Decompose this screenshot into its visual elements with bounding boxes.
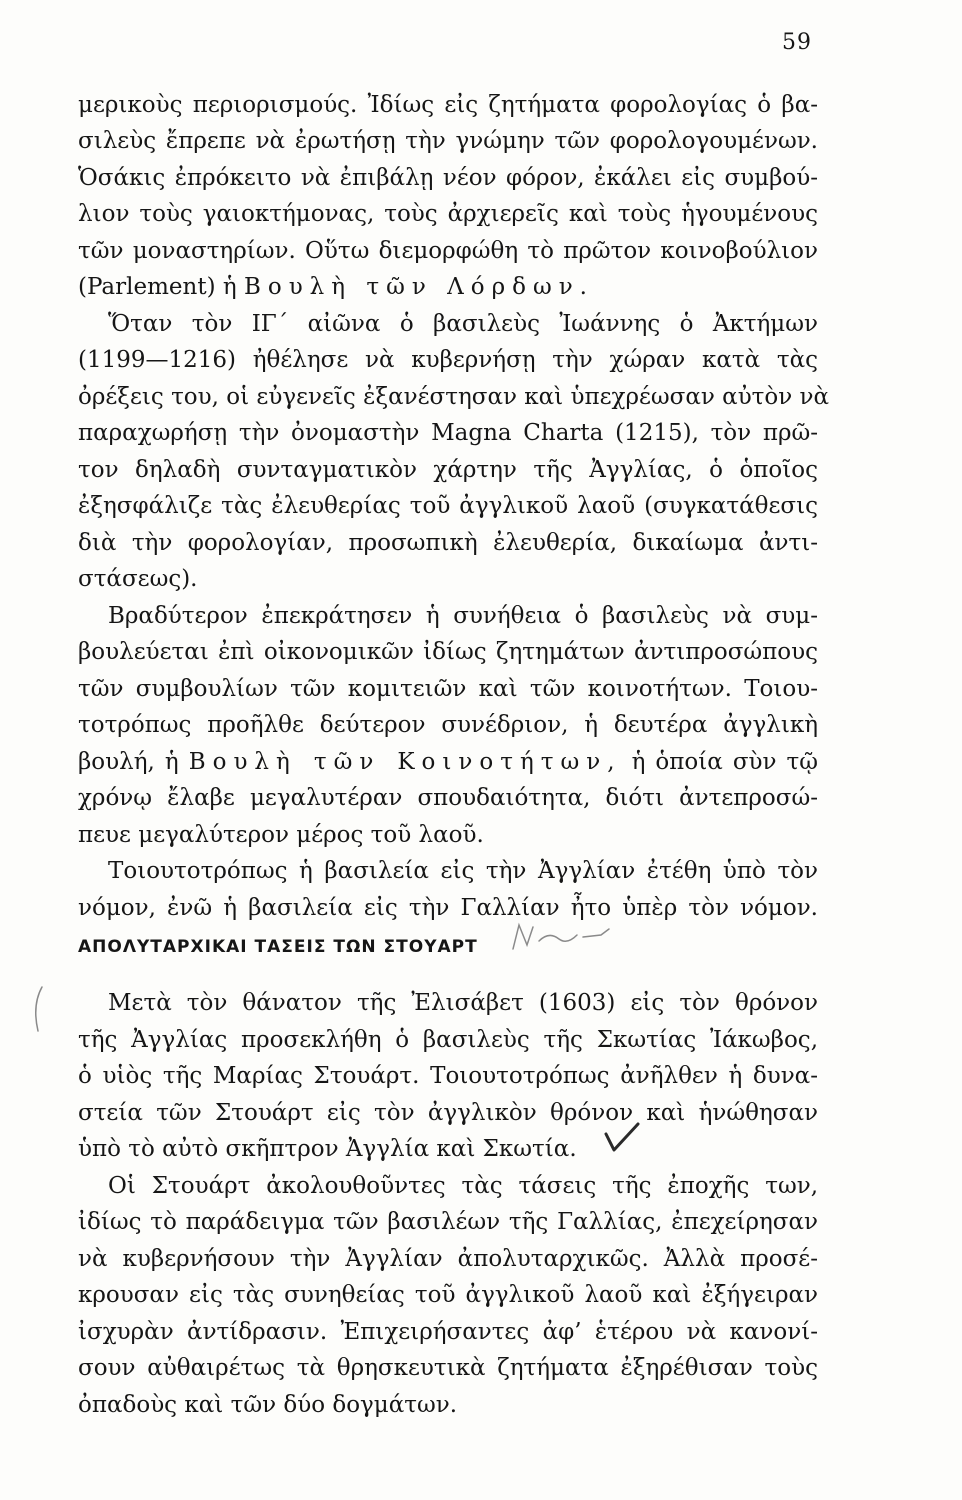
pencil-check-mark: [602, 1120, 642, 1156]
text-line: σουν αὐθαιρέτως τὰ θρησκευτικὰ ζητήματα ἐξηρέθισαν τοὺς: [78, 1355, 818, 1381]
text-line: χρόνῳ ἔλαβε μεγαλυτέραν σπουδαιότητα, διότι ἀντεπροσώ-: [78, 785, 818, 811]
text-line: σιλεὺς ἔπρεπε νὰ ἐρωτήσῃ τὴν γνώμην τῶν φορολογουμένων.: [78, 128, 818, 154]
text-line: (1199—1216) ἠθέλησε νὰ κυβερνήσῃ τὴν χώραν κατὰ τὰς: [78, 347, 818, 373]
text-line: ὁ υἱὸς τῆς Μαρίας Στουάρτ. Τοιουτοτρόπως ἀνῆλθεν ἡ δυνα-: [78, 1063, 818, 1089]
pencil-margin-bracket: [22, 985, 52, 1035]
text-line: τῆς Ἀγγλίας προσεκλήθη ὁ βασιλεὺς τῆς Σκωτίας Ἰάκωβος,: [78, 1027, 818, 1053]
section-heading: ΑΠΟΛΥΤΑΡΧΙΚΑΙ ΤΑΣΕΙΣ ΤΩΝ ΣΤΟΥΑΡΤ: [78, 937, 478, 957]
text-fragment: βουλή, ἡ: [78, 749, 179, 775]
text-line: τοτρόπως προῆλθε δεύτερον συνέδριον, ἡ δευτέρα ἀγγλικὴ: [78, 712, 818, 738]
text-line: μερικοὺς περιορισμούς. Ἰδίως εἰς ζητήματα φορολογίας ὁ βα-: [78, 92, 818, 118]
text-line: Οἱ Στουάρτ ἀκολουθοῦντες τὰς τάσεις τῆς ἐποχῆς των,: [108, 1173, 818, 1199]
text-line: [78, 744, 818, 780]
text-line: τον δηλαδὴ συνταγματικὸν χάρτην τῆς Ἀγγλίας, ὁ ὁποῖος: [78, 457, 818, 483]
text-line: στάσεως).: [78, 566, 198, 592]
text-line: νὰ κυβερνήσουν τὴν Ἀγγλίαν ἀπολυταρχικῶς. Ἀλλὰ προσέ-: [78, 1246, 818, 1272]
text-fragment: ἡ ὁποία σὺν τῷ: [631, 749, 819, 775]
text-line: κρουσαν εἰς τὰς συνηθείας τοῦ ἀγγλικοῦ λαοῦ καὶ ἐξήγειραν: [78, 1282, 818, 1308]
text-line: πευε μεγαλύτερον μέρος τοῦ λαοῦ.: [78, 822, 484, 848]
text-line: ὀπαδοὺς καὶ τῶν δύο δογμάτων.: [78, 1392, 458, 1418]
text-line: ὀρέξεις του, οἱ εὐγενεῖς ἐξανέστησαν καὶ ὑπεχρέωσαν αὐτὸν νὰ: [78, 384, 830, 410]
text-line: βουλεύεται ἐπὶ οἰκονομικῶν ἰδίως ζητημάτων ἀντιπροσώπους: [78, 639, 818, 665]
emphasized-term: Βουλὴ τῶν Λόρδων.: [243, 274, 594, 300]
text-line: Ὁσάκις ἐπρόκειτο νὰ ἐπιβάλῃ νέον φόρον, ἐκάλει εἰς συμβού-: [78, 165, 818, 191]
text-line: ἐξησφάλιζε τὰς ἐλευθερίας τοῦ ἀγγλικοῦ λαοῦ (συγκατάθεσις: [78, 493, 818, 519]
text-fragment: (Parlement) ἡ: [78, 274, 237, 300]
text-line: τῶν μοναστηρίων. Οὕτω διεμορφώθη τὸ πρῶτον κοινοβούλιον: [78, 238, 818, 264]
text-line: ἰσχυρὰν ἀντίδρασιν. Ἐπιχειρήσαντες ἀφ’ ἑτέρου νὰ κανονί-: [78, 1319, 818, 1345]
text-line: παραχωρήσῃ τὴν ὀνομαστὴν Magna Charta (1215), τὸν πρῶ-: [78, 420, 818, 446]
text-line: ἰδίως τὸ παράδειγμα τῶν βασιλέων τῆς Γαλλίας, ἐπεχείρησαν: [78, 1209, 818, 1235]
text-line: [78, 269, 818, 305]
text-line: Ὅταν τὸν ΙΓ´ αἰῶνα ὁ βασιλεὺς Ἰωάννης ὁ Ἀκτήμων: [108, 311, 818, 337]
text-line: Βραδύτερον ἐπεκράτησεν ἡ συνήθεια ὁ βασιλεὺς νὰ συμ-: [108, 603, 818, 629]
text-line: νόμον, ἐνῶ ἡ βασιλεία εἰς τὴν Γαλλίαν ἦτο ὑπὲρ τὸν νόμον.: [78, 895, 818, 921]
text-line: ὑπὸ τὸ αὐτὸ σκῆπτρον Ἀγγλία καὶ Σκωτία.: [78, 1136, 577, 1162]
page-number: 59: [782, 30, 812, 55]
emphasized-term: Βουλὴ τῶν Κοινοτήτων,: [188, 749, 622, 775]
text-line: Τοιουτοτρόπως ἡ βασιλεία εἰς τὴν Ἀγγλίαν ἐτέθη ὑπὸ τὸν: [108, 858, 818, 884]
text-line: Μετὰ τὸν θάνατον τῆς Ἐλισάβετ (1603) εἰς τὸν θρόνον: [108, 990, 818, 1016]
text-line: στεία τῶν Στουάρτ εἰς τὸν ἀγγλικὸν θρόνον καὶ ἡνώθησαν: [78, 1100, 818, 1126]
text-line: λιον τοὺς γαιοκτήμονας, τοὺς ἀρχιερεῖς καὶ τοὺς ἡγουμένους: [78, 201, 818, 227]
text-line: τῶν συμβουλίων τῶν κομιτειῶν καὶ τῶν κοινοτήτων. Τοιου-: [78, 676, 818, 702]
pencil-scribble-mark: [505, 915, 625, 955]
text-line: διὰ τὴν φορολογίαν, προσωπικὴ ἐλευθερία, δικαίωμα ἀντι-: [78, 530, 818, 556]
